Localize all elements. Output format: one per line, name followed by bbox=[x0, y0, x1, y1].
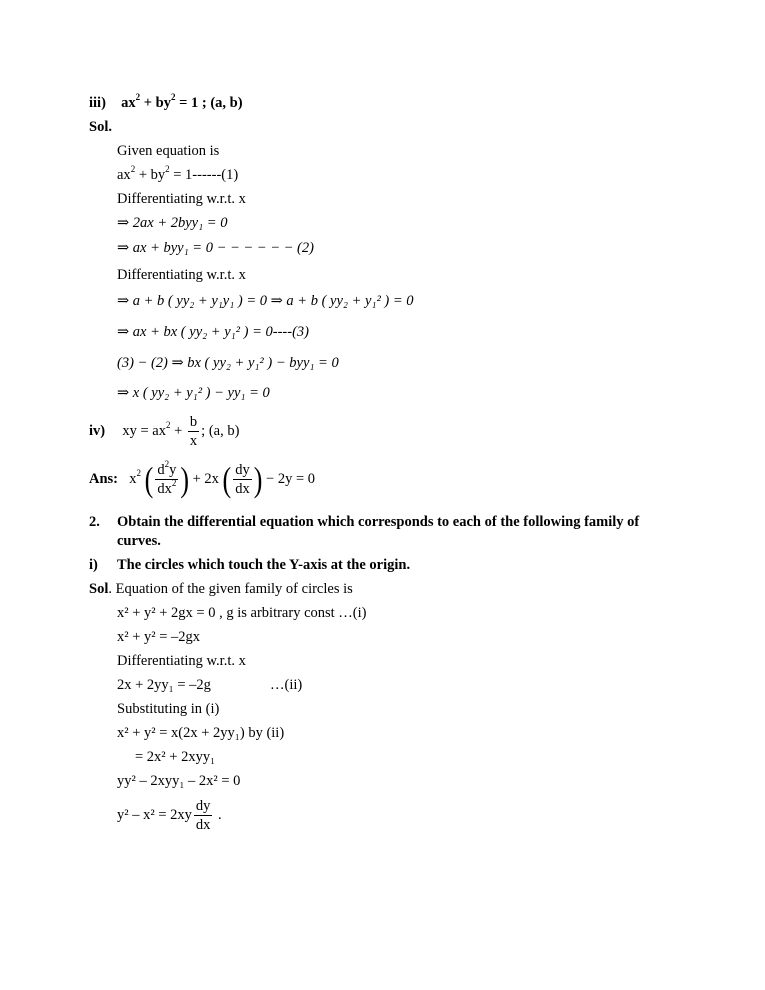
fraction-d2y-dx2: $\frac{d^2y}{dx^2}$ bbox=[157, 459, 177, 497]
part-iii-label: iii) bbox=[89, 95, 106, 111]
q2-eq-ii: 2x + 2yy₁ = –2g bbox=[117, 677, 211, 693]
q2-eq-substituted: x² + y² = x(2x + 2yy₁) by (ii) bbox=[117, 725, 285, 741]
differentiating-text-1: Differentiating w.r.t. x bbox=[117, 191, 246, 207]
equation-3: ⇒ ax + bx ( yy₂ + y₁² ) = 0----(3) bbox=[117, 324, 309, 340]
question-2-text-line1: Obtain the differential equation which corresponds to each of the following family of bbox=[117, 514, 640, 530]
part-i-text: The circles which touch the Y-axis at the origin. bbox=[117, 557, 411, 573]
given-equation-text: Given equation is bbox=[117, 143, 220, 159]
part-iv-equation: iv) xy = $ax^2$ + $\frac{b}{x}$ ; (a, b) bbox=[89, 414, 240, 449]
answer-label: Ans: bbox=[89, 470, 119, 487]
sol-label: Sol. bbox=[89, 119, 112, 135]
q2-sol-label: Sol bbox=[89, 581, 109, 597]
q2-eq-rearranged: yy² – 2xyy₁ – 2x² = 0 bbox=[117, 773, 241, 789]
q2-substituting-text: Substituting in (i) bbox=[117, 701, 220, 717]
question-2-text-line2: curves. bbox=[117, 533, 161, 549]
step-second-derivative: ⇒ a + b ( yy₂ + y₁y₁ ) = 0 ⇒ a + b ( yy₂ + y₁² ) = 0 bbox=[117, 293, 414, 309]
question-2-number: 2. bbox=[89, 514, 100, 530]
step-3-minus-2: (3) − (2) ⇒ bx ( yy₂ + y₁² ) − byy₁ = 0 bbox=[117, 355, 339, 371]
fraction-dy-dx-final: $\frac{dy}{dx}$ bbox=[195, 798, 211, 833]
q2-eq-ii-ref: …(ii) bbox=[270, 677, 303, 693]
q2-differentiating-text: Differentiating w.r.t. x bbox=[117, 653, 246, 669]
answer-iv: Ans: $x^2$ ( $\frac{d^2y}{dx^2}$ ) + 2x ( $\frac{dy}{dx}$ ) − 2y = 0 bbox=[89, 459, 315, 499]
final-equation-iii: ⇒ x ( yy₂ + y₁² ) − yy₁ = 0 bbox=[117, 385, 270, 401]
part-i-label: i) bbox=[89, 557, 98, 573]
part-iv-label: iv) bbox=[89, 422, 106, 439]
step-2ax: ⇒ 2ax + 2byy₁ = 0 bbox=[117, 215, 228, 231]
part-iii-heading: iii) $ax^2 + by^2 = 1$ ; (a, b) bbox=[89, 92, 243, 111]
fraction-dy-dx: $\frac{dy}{dx}$ bbox=[235, 462, 250, 497]
q2-eq-i: x² + y² + 2gx = 0 , g is arbitrary const …(i) bbox=[117, 605, 367, 621]
q2-final-answer: y² – x² = 2xy $\frac{dy}{dx}$ . bbox=[117, 798, 222, 833]
q2-eq-expanded: = 2x² + 2xyy₁ bbox=[135, 749, 216, 765]
fraction-b-over-x: $\frac{b}{x}$ bbox=[189, 414, 198, 449]
differentiating-text-2: Differentiating w.r.t. x bbox=[117, 267, 246, 283]
equation-2: ⇒ ax + byy₁ = 0 − − − − − − (2) bbox=[117, 240, 314, 256]
q2-solution-intro: Sol. Equation of the given family of circles is bbox=[89, 581, 353, 597]
q2-eq-2gx: x² + y² = –2gx bbox=[117, 629, 201, 645]
equation-1: $ax^2 + by^2 = 1------(1)$ bbox=[117, 164, 239, 183]
